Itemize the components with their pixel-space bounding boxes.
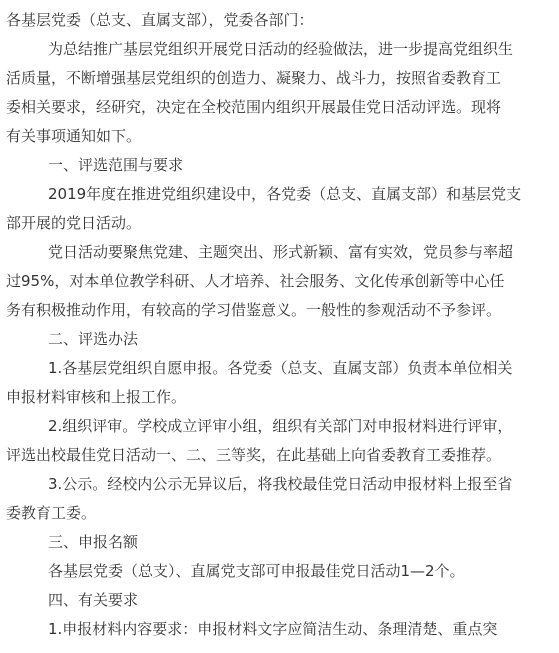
section-4-heading: 四、有关要求 (48, 591, 139, 609)
section-1-p2-line-1: 党日活动要聚焦党建、主题突出、形式新颖、富有实效，党员参与率超 (48, 243, 514, 261)
section-1-p1-line-2: 部开展的党日活动。 (6, 214, 142, 232)
section-1-p2-line-2: 过95%，对本单位教学科研、人才培养、社会服务、文化传承创新等中心任 (6, 272, 505, 290)
section-2-item-2-line-1: 2.组织评审。学校成立评审小组，组织有关部门对申报材料进行评审， (48, 417, 513, 435)
section-2-item-1-line-1: 1.各基层党组织自愿申报。各党委（总支、直属支部）负责本单位相关 (48, 359, 513, 377)
intro-line-3: 委相关要求，经研究，决定在全校范围内组织开展最佳党日活动评选。现将 (6, 98, 502, 116)
section-4-item-1: 1.申报材料内容要求：申报材料文字应简洁生动、条理清楚、重点突 (48, 620, 498, 638)
intro-line-1: 为总结推广基层党组织开展党日活动的经验做法，进一步提高党组织生 (48, 40, 514, 58)
section-2-item-3-line-2: 委教育工委。 (6, 504, 97, 522)
section-2-item-1-line-2: 申报材料审核和上报工作。 (6, 388, 187, 406)
intro-line-2: 活质量，不断增强基层党组织的创造力、凝聚力、战斗力，按照省委教育工 (6, 69, 502, 87)
section-1-heading: 一、评选范围与要求 (48, 156, 184, 174)
section-2-item-3-line-1: 3.公示。经校内公示无异议后，将我校最佳党日活动申报材料上报至省 (48, 475, 513, 493)
section-3-heading: 三、申报名额 (48, 533, 139, 551)
section-1-p2-line-3: 务有积极推动作用，有较高的学习借鉴意义。一般性的参观活动不予参评。 (6, 301, 502, 319)
section-2-heading: 二、评选办法 (48, 330, 139, 348)
salutation: 各基层党委（总支、直属支部），党委各部门： (6, 11, 314, 29)
intro-line-4: 有关事项通知如下。 (6, 127, 142, 145)
section-2-item-2-line-2: 评选出校最佳党日活动一、二、三等奖，在此基础上向省委教育工委推荐。 (6, 446, 502, 464)
section-3-p1: 各基层党委（总支）、直属党支部可申报最佳党日活动1—2个。 (48, 562, 465, 580)
section-1-p1-line-1: 2019年度在推进党组织建设中，各党委（总支、直属支部）和基层党支 (48, 185, 522, 203)
